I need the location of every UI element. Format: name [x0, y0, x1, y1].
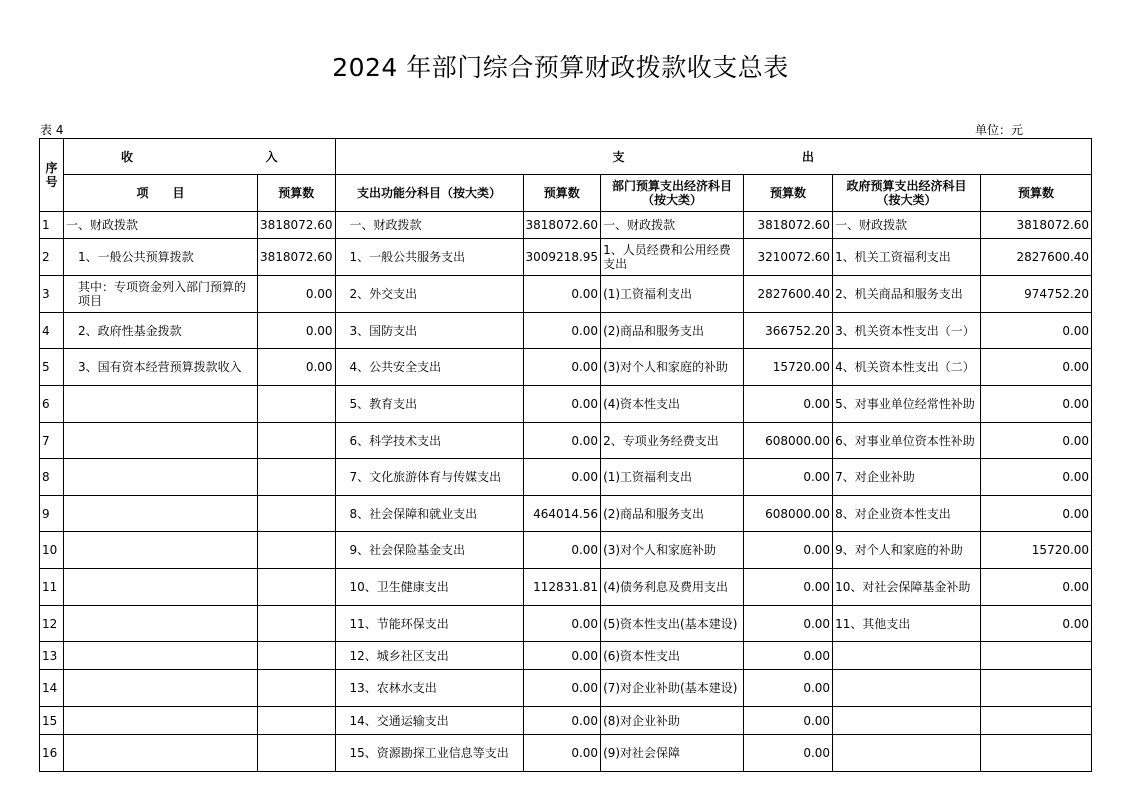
- seq-header: 序号: [40, 139, 64, 212]
- gov-econ-item: 2、机关商品和服务支出: [833, 276, 981, 313]
- income-item: 2、政府性基金拨款: [64, 313, 258, 349]
- dept-econ-item: (3)对个人和家庭的补助: [601, 349, 744, 386]
- gov-econ-item: 一、财政拨款: [833, 212, 981, 239]
- table-row: [40, 276, 1092, 313]
- gov-econ-item: 6、对事业单位资本性补助: [833, 423, 981, 459]
- row-number: 8: [40, 459, 64, 496]
- dept-econ-item: (2)商品和服务支出: [601, 496, 744, 532]
- table-row: [40, 670, 1092, 707]
- dept-econ-item: (1)工资福利支出: [601, 459, 744, 496]
- row-number: 11: [40, 569, 64, 606]
- function-item: 4、公共安全支出: [335, 349, 523, 386]
- dept-econ-amount: 0.00: [744, 459, 833, 496]
- gov-econ-header: 政府预算支出经济科目（按大类）: [833, 175, 981, 212]
- income-amount: 0.00: [258, 276, 336, 313]
- income-amount: [258, 532, 336, 569]
- gov-econ-amount: 0.00: [981, 459, 1092, 496]
- income-item: [64, 496, 258, 532]
- gov-econ-item: [833, 670, 981, 707]
- income-amount: [258, 569, 336, 606]
- function-item: 15、资源勘探工业信息等支出: [335, 735, 523, 772]
- row-number: 7: [40, 423, 64, 459]
- dept-econ-item: (2)商品和服务支出: [601, 313, 744, 349]
- function-amount: 112831.81: [523, 569, 601, 606]
- function-amount: 0.00: [523, 276, 601, 313]
- dept-econ-amount: 0.00: [744, 386, 833, 423]
- dept-econ-amount: 608000.00: [744, 496, 833, 532]
- function-amount: 0.00: [523, 735, 601, 772]
- function-amount: 0.00: [523, 670, 601, 707]
- income-amount: 0.00: [258, 313, 336, 349]
- table-row: [40, 239, 1092, 276]
- income-amount: [258, 386, 336, 423]
- expense-header-a: 支: [612, 149, 625, 164]
- income-amount: [258, 606, 336, 642]
- gov-econ-item: [833, 735, 981, 772]
- function-amount: 0.00: [523, 532, 601, 569]
- dept-econ-amount: 0.00: [744, 532, 833, 569]
- function-amount: 0.00: [523, 707, 601, 735]
- income-amount: [258, 735, 336, 772]
- income-amount: [258, 496, 336, 532]
- dept-budget-header: 预算数: [744, 175, 833, 212]
- table-row: [40, 386, 1092, 423]
- dept-econ-header: 部门预算支出经济科目（按大类）: [601, 175, 744, 212]
- row-number: 10: [40, 532, 64, 569]
- gov-econ-amount: 15720.00: [981, 532, 1092, 569]
- func-budget-header: 预算数: [523, 175, 601, 212]
- gov-econ-amount: 0.00: [981, 349, 1092, 386]
- dept-econ-amount: 0.00: [744, 735, 833, 772]
- income-item: [64, 606, 258, 642]
- gov-econ-item: 9、对个人和家庭的补助: [833, 532, 981, 569]
- table-row: [40, 349, 1092, 386]
- income-amount: [258, 642, 336, 670]
- page-title: 2024 年部门综合预算财政拨款收支总表: [332, 53, 789, 82]
- income-item: 3、国有资本经营预算拨款收入: [64, 349, 258, 386]
- table-row: [40, 423, 1092, 459]
- gov-econ-amount: 0.00: [981, 313, 1092, 349]
- item-header: 项 目: [64, 175, 258, 212]
- gov-econ-amount: 2827600.40: [981, 239, 1092, 276]
- income-amount: [258, 423, 336, 459]
- income-item: [64, 459, 258, 496]
- dept-econ-amount: 608000.00: [744, 423, 833, 459]
- table-row: [40, 707, 1092, 735]
- row-number: 16: [40, 735, 64, 772]
- function-amount: 0.00: [523, 642, 601, 670]
- income-item: 一、财政拨款: [64, 212, 258, 239]
- gov-econ-amount: [981, 735, 1092, 772]
- function-item: 2、外交支出: [335, 276, 523, 313]
- table-row: [40, 496, 1092, 532]
- income-item: [64, 670, 258, 707]
- expense-header: [335, 139, 1092, 175]
- gov-econ-amount: 0.00: [981, 569, 1092, 606]
- row-number: 4: [40, 313, 64, 349]
- function-item: 10、卫生健康支出: [335, 569, 523, 606]
- table-row: [40, 569, 1092, 606]
- function-amount: 464014.56: [523, 496, 601, 532]
- gov-econ-item: 1、机关工资福利支出: [833, 239, 981, 276]
- function-item: 6、科学技术支出: [335, 423, 523, 459]
- dept-econ-item: 1、人员经费和公用经费支出: [601, 239, 744, 276]
- table-row: [40, 532, 1092, 569]
- row-number: 1: [40, 212, 64, 239]
- row-number: 9: [40, 496, 64, 532]
- gov-econ-amount: 0.00: [981, 496, 1092, 532]
- function-item: 一、财政拨款: [335, 212, 523, 239]
- function-amount: 0.00: [523, 459, 601, 496]
- dept-econ-item: (7)对企业补助(基本建设): [601, 670, 744, 707]
- function-amount: 0.00: [523, 386, 601, 423]
- income-amount: [258, 670, 336, 707]
- income-amount: 3818072.60: [258, 239, 336, 276]
- function-amount: 0.00: [523, 349, 601, 386]
- header-row-2: [40, 175, 1092, 212]
- gov-econ-amount: 0.00: [981, 423, 1092, 459]
- function-amount: 0.00: [523, 313, 601, 349]
- income-header-a: 收: [121, 149, 134, 164]
- unit-label: 单位：元: [975, 123, 1024, 137]
- dept-econ-amount: 0.00: [744, 606, 833, 642]
- function-amount: 0.00: [523, 606, 601, 642]
- table-row: [40, 212, 1092, 239]
- dept-econ-item: (3)对个人和家庭补助: [601, 532, 744, 569]
- income-amount: 0.00: [258, 349, 336, 386]
- dept-econ-item: (1)工资福利支出: [601, 276, 744, 313]
- gov-econ-item: 7、对企业补助: [833, 459, 981, 496]
- dept-econ-amount: 0.00: [744, 569, 833, 606]
- function-item: 5、教育支出: [335, 386, 523, 423]
- dept-econ-amount: 3210072.60: [744, 239, 833, 276]
- income-header-b: 入: [265, 149, 278, 164]
- income-item: [64, 707, 258, 735]
- income-item: [64, 423, 258, 459]
- gov-econ-item: 4、机关资本性支出（二）: [833, 349, 981, 386]
- dept-econ-item: 一、财政拨款: [601, 212, 744, 239]
- header-row-1: [40, 139, 1092, 175]
- gov-econ-item: 5、对事业单位经常性补助: [833, 386, 981, 423]
- gov-econ-item: 10、对社会保障基金补助: [833, 569, 981, 606]
- function-amount: 0.00: [523, 423, 601, 459]
- gov-econ-amount: [981, 642, 1092, 670]
- row-number: 15: [40, 707, 64, 735]
- income-item: 其中：专项资金列入部门预算的项目: [64, 276, 258, 313]
- budget-table: [39, 138, 1092, 772]
- dept-econ-item: (6)资本性支出: [601, 642, 744, 670]
- function-item: 13、农林水支出: [335, 670, 523, 707]
- dept-econ-item: (4)债务利息及费用支出: [601, 569, 744, 606]
- function-item: 14、交通运输支出: [335, 707, 523, 735]
- income-item: [64, 532, 258, 569]
- row-number: 13: [40, 642, 64, 670]
- dept-econ-item: (4)资本性支出: [601, 386, 744, 423]
- function-item: 3、国防支出: [335, 313, 523, 349]
- function-item: 1、一般公共服务支出: [335, 239, 523, 276]
- dept-econ-item: (5)资本性支出(基本建设): [601, 606, 744, 642]
- function-item: 11、节能环保支出: [335, 606, 523, 642]
- dept-econ-item: (8)对企业补助: [601, 707, 744, 735]
- dept-econ-amount: 0.00: [744, 670, 833, 707]
- function-amount: 3818072.60: [523, 212, 601, 239]
- gov-econ-amount: [981, 670, 1092, 707]
- gov-econ-item: [833, 707, 981, 735]
- table-row: [40, 642, 1092, 670]
- income-item: 1、一般公共预算拨款: [64, 239, 258, 276]
- table-row: [40, 606, 1092, 642]
- dept-econ-amount: 15720.00: [744, 349, 833, 386]
- dept-econ-amount: 2827600.40: [744, 276, 833, 313]
- dept-econ-item: 2、专项业务经费支出: [601, 423, 744, 459]
- dept-econ-amount: 3818072.60: [744, 212, 833, 239]
- income-header: [64, 139, 336, 175]
- income-item: [64, 386, 258, 423]
- row-number: 14: [40, 670, 64, 707]
- row-number: 12: [40, 606, 64, 642]
- gov-econ-amount: 0.00: [981, 386, 1092, 423]
- function-item: 7、文化旅游体育与传媒支出: [335, 459, 523, 496]
- expense-header-b: 出: [802, 149, 815, 164]
- row-number: 6: [40, 386, 64, 423]
- func-header: 支出功能分科目（按大类）: [335, 175, 523, 212]
- gov-budget-header: 预算数: [981, 175, 1092, 212]
- gov-econ-amount: 3818072.60: [981, 212, 1092, 239]
- income-item: [64, 735, 258, 772]
- dept-econ-item: (9)对社会保障: [601, 735, 744, 772]
- gov-econ-item: 8、对企业资本性支出: [833, 496, 981, 532]
- function-item: 12、城乡社区支出: [335, 642, 523, 670]
- dept-econ-amount: 366752.20: [744, 313, 833, 349]
- income-item: [64, 569, 258, 606]
- income-item: [64, 642, 258, 670]
- income-amount: [258, 707, 336, 735]
- table-row: [40, 313, 1092, 349]
- dept-econ-amount: 0.00: [744, 707, 833, 735]
- income-amount: 3818072.60: [258, 212, 336, 239]
- row-number: 3: [40, 276, 64, 313]
- function-amount: 3009218.95: [523, 239, 601, 276]
- gov-econ-amount: 0.00: [981, 606, 1092, 642]
- gov-econ-amount: [981, 707, 1092, 735]
- row-number: 5: [40, 349, 64, 386]
- table-number: 表 4: [40, 123, 64, 137]
- income-amount: [258, 459, 336, 496]
- gov-econ-item: 11、其他支出: [833, 606, 981, 642]
- gov-econ-amount: 974752.20: [981, 276, 1092, 313]
- row-number: 2: [40, 239, 64, 276]
- income-budget-header: 预算数: [258, 175, 336, 212]
- dept-econ-amount: 0.00: [744, 642, 833, 670]
- gov-econ-item: [833, 642, 981, 670]
- gov-econ-item: 3、机关资本性支出（一）: [833, 313, 981, 349]
- function-item: 8、社会保障和就业支出: [335, 496, 523, 532]
- function-item: 9、社会保险基金支出: [335, 532, 523, 569]
- table-row: [40, 459, 1092, 496]
- table-row: [40, 735, 1092, 772]
